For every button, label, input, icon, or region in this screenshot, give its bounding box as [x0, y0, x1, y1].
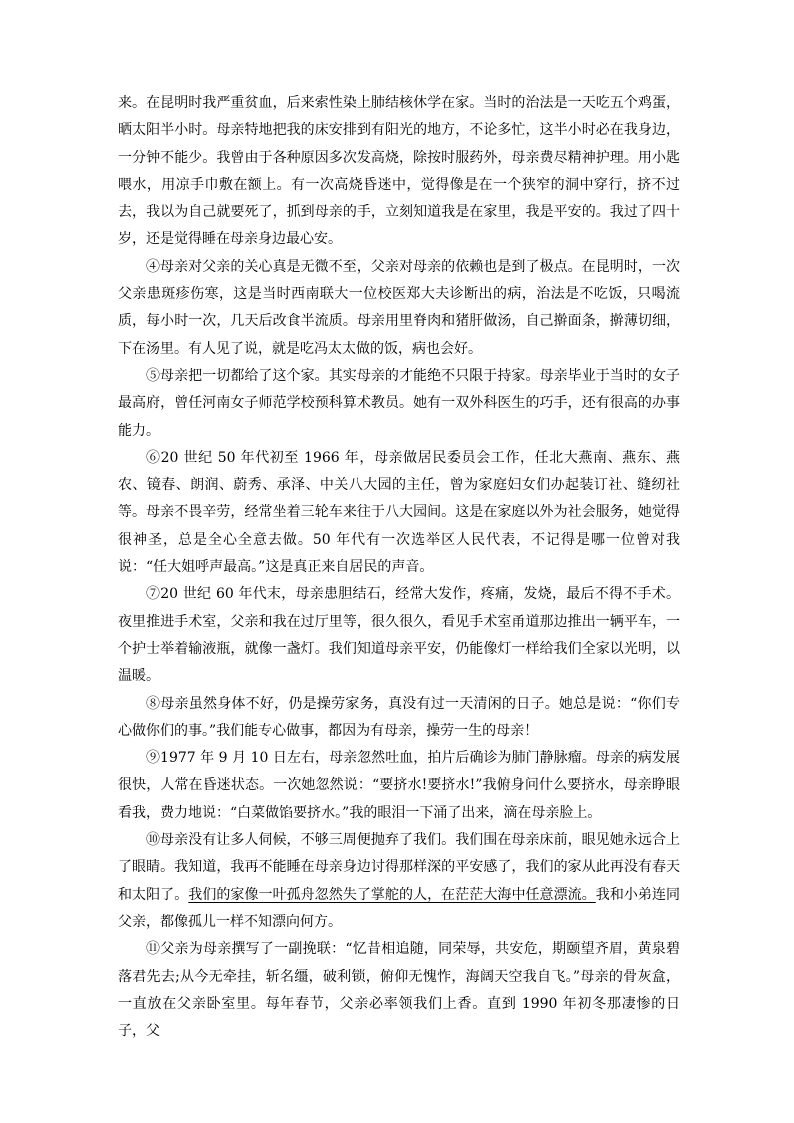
paragraph-continued: 来。在昆明时我严重贫血，后来索性染上肺结核休学在家。当时的治法是一天吃五个鸡蛋，晒太阳半小时。母亲特地把我的床安排到有阳光的地方，不论多忙，这半小时必在我身边，一分钟不能少。我曾由于各种原因多次发高烧，除按时服药外，母亲费尽精神护理。用小匙喂水，用凉手巾敷在额上。有一次高烧昏迷中，觉得像是在一个狭窄的洞中穿行，挤不过去，我以为自己就要死了，抓到母亲的手，立刻知道我是在家里，我是平安的。我过了四十岁，还是觉得睡在母亲身边最心安。 [118, 95, 680, 248]
paragraph-9: ⑨1977 年 9 月 10 日左右，母亲忽然吐血，拍片后确诊为肺门静脉瘤。母亲的病发展很快，人常在昏迷状态。一次她忽然说：“要挤水!要挤水!”我俯身问什么要挤水，母亲睁眼看我，费力地说：“白菜做馅要挤水。”我的眼泪一下涌了出来，滴在母亲脸上。 [118, 750, 680, 821]
paragraph-10-after: 我和小弟连同父亲，都像孤儿一样不知漂向何方。 [118, 886, 681, 930]
underlined-sentence: 我们的家像一叶孤舟忽然失了掌舵的人，在茫茫大海中任意漂流。 [188, 886, 596, 903]
paragraph-10 [118, 827, 680, 936]
article-body [118, 90, 680, 1045]
paragraph-11: ⑪父亲为母亲撰写了一副挽联：“忆昔相追随，同荣辱，共安危，期颐望齐眉，黄泉碧落君先去;从今无牵挂，斩名缰，破利锁，俯仰无愧怍，海阔天空我自飞。”母亲的骨灰盒，一直放在父亲卧室里。每年春节，父亲必率领我们上香。直到 1990 年初冬那凄惨的日子，父 [118, 941, 680, 1040]
paragraph-10-before: ⑩母亲没有让多人伺候，不够三周便抛弃了我们。我们围在母亲床前，眼见她永远合上了眼睛。我知道，我再不能睡在母亲身边讨得那样深的平安感了，我们的家从此再没有春天和太阳了。 [118, 832, 680, 903]
paragraph-4: ④母亲对父亲的关心真是无微不至，父亲对母亲的依赖也是到了极点。在昆明时，一次父亲患斑疹伤寒，这是当时西南联大一位校医郑大夫诊断出的病，治法是不吃饭，只喝流质，每小时一次，几天后改食半流质。母亲用里脊肉和猪肝做汤，自己擀面条，擀薄切细，下在汤里。有人见了说，就是吃冯太太做的饭，病也会好。 [118, 258, 680, 357]
paragraph-7: ⑦20 世纪 60 年代末，母亲患胆结石，经常大发作，疼痛，发烧，最后不得不手术。夜里推进手术室，父亲和我在过厅里等，很久很久，看见手术室甬道那边推出一辆平车，一个护士举着输液瓶，就像一盏灯。我们知道母亲平安，仍能像灯一样给我们全家以光明，以温暖。 [118, 586, 680, 685]
paragraph-5: ⑤母亲把一切都给了这个家。其实母亲的才能绝不只限于持家。母亲毕业于当时的女子最高府，曾任河南女子师范学校预科算术教员。她有一双外科医生的巧手，还有很高的办事能力。 [118, 367, 680, 439]
paragraph-6: ⑥20 世纪 50 年代初至 1966 年，母亲做居民委员会工作，任北大燕南、燕东、燕农、镜春、朗润、蔚秀、承泽、中关八大园的主任，曾为家庭妇女们办起装订社、缝纫社等。母亲不畏辛劳，经常坐着三轮车来往于八大园间。这是在家庭以外为社会服务，她觉得很神圣，总是全心全意去做。50 年代有一次选举区人民代表，不记得是哪一位曾对我说：“任大姐呼声最高。”这是真正来自居民的声音。 [118, 449, 680, 576]
paragraph-8: ⑧母亲虽然身体不好，仍是操劳家务，真没有过一天清闲的日子。她总是说：“你们专心做你们的事。”我们能专心做事，都因为有母亲，操劳一生的母亲！ [118, 695, 680, 739]
